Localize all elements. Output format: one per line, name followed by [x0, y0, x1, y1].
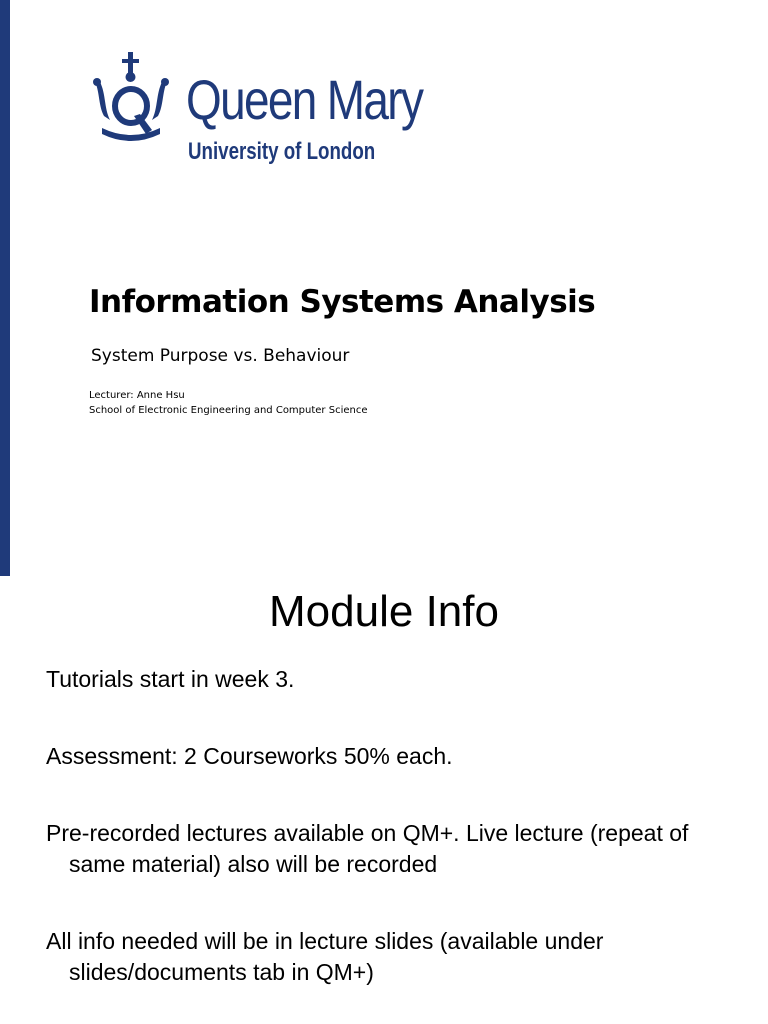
bullet-item: Tutorials start in week 3.: [46, 666, 295, 692]
qmul-logo: [90, 50, 450, 175]
deck-title: Information Systems Analysis: [89, 284, 596, 320]
crown-icon: [90, 50, 172, 142]
lecturer-line: Lecturer: Anne Hsu: [89, 390, 185, 401]
deck-subtitle: System Purpose vs. Behaviour: [91, 346, 350, 366]
school-line: School of Electronic Engineering and Computer Science: [89, 405, 368, 416]
slide-title: Module Info: [269, 587, 499, 636]
bullet-item: All info needed will be in lecture slides (available under slides/documents tab in QM+): [46, 928, 604, 985]
accent-side-bar: [0, 0, 10, 576]
logo-name: Queen Mary: [186, 68, 423, 131]
bullet-item: Assessment: 2 Courseworks 50% each.: [46, 743, 453, 769]
module-info-slide: [0, 576, 768, 1024]
bullet-list: [46, 664, 746, 988]
logo-subtitle: University of London: [188, 138, 376, 165]
bullet-item: Pre-recorded lectures available on QM+. Live lecture (repeat of same material) also will be recorded: [46, 820, 689, 877]
